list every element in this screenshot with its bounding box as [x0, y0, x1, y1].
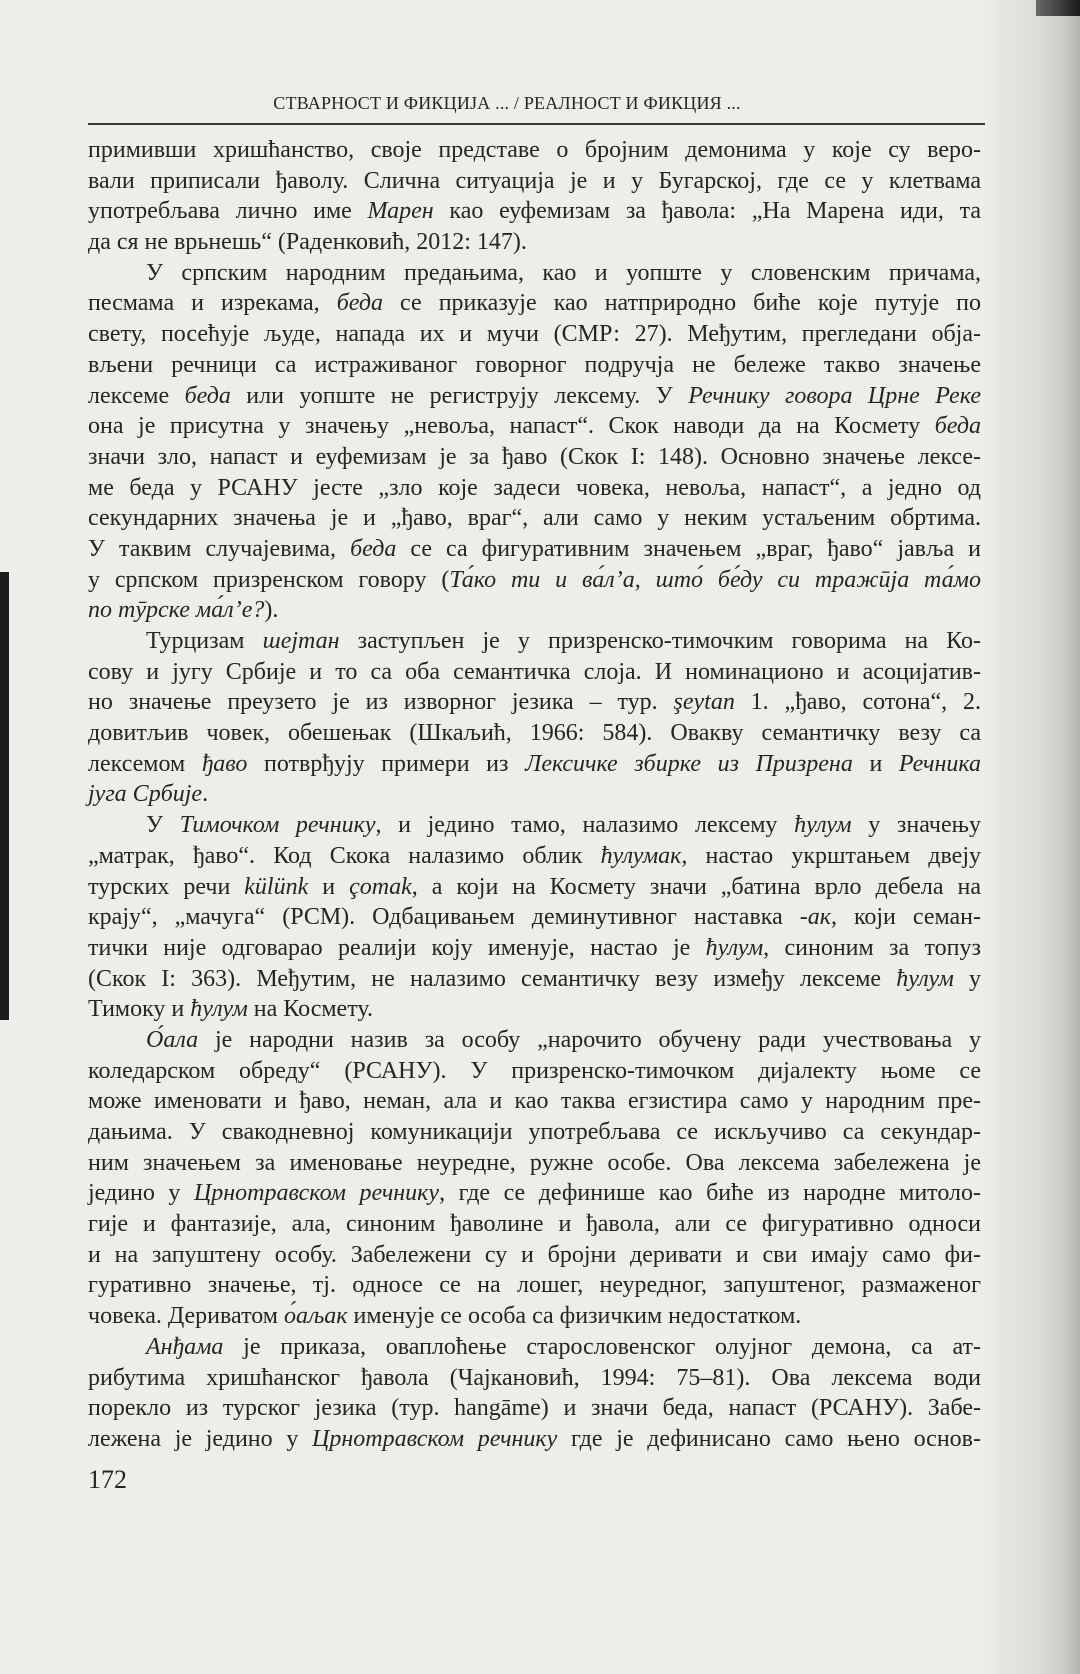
text-line [88, 933, 981, 964]
body-text [88, 135, 981, 1455]
text-line [88, 595, 981, 626]
paragraph [88, 258, 981, 626]
text-line [88, 872, 981, 903]
italic-run: по тӯрске ма́л’е? [88, 597, 265, 624]
text-run: , и једино тамо, налазимо лексему [375, 812, 795, 839]
text-line [88, 381, 981, 412]
text-line [88, 565, 981, 596]
text-run: У таквим случајевима, [88, 535, 351, 562]
page-number: 172 [88, 1465, 127, 1494]
text-run: порекло из турског језика (тур. hangāme) и значи беда, напаст (РСАНУ). Забе- [88, 1395, 981, 1422]
text-line [88, 166, 981, 197]
paragraph [88, 135, 981, 258]
text-line [88, 1086, 981, 1117]
text-run: потврђују примери из [247, 750, 526, 777]
italic-run: ћулум [794, 812, 852, 839]
text-run: тички није одговарао реалији коју именује, настао је [88, 934, 706, 961]
text-run: „матрак, ђаво“. Код Скока налазимо облик [88, 842, 601, 869]
text-run: примивши хришћанство, своје представе о бројним демонима у које су веро- [88, 137, 981, 163]
italic-run: çomak [349, 873, 412, 900]
paragraph [88, 810, 981, 1025]
paragraph [88, 1332, 981, 1455]
text-line [88, 288, 981, 319]
text-line [88, 779, 981, 810]
text-run: је приказа, оваплоћење старословенског олујног демона, са ат- [223, 1333, 981, 1360]
text-line [88, 442, 981, 473]
text-run: У [146, 812, 180, 839]
italic-run: Речнику говора Црне Реке [688, 382, 981, 409]
text-run: турских речи [88, 873, 245, 900]
text-line [88, 749, 981, 780]
text-line [88, 1240, 981, 1271]
paragraph [88, 1025, 981, 1332]
text-run: сову и југу Србије и то са оба семантичка слоја. И номинационо и асоцијатив- [88, 658, 981, 685]
text-line [88, 1363, 981, 1394]
text-line [88, 626, 981, 657]
italic-run: Та́ко ти и ва́л’а, што́ бе́ду си тражӣја та́мо [449, 566, 981, 593]
text-run: секундарних значења је и „ђаво, враг“, али само у неким устаљеним обртима. [88, 505, 981, 532]
text-run: где је дефинисано само њено основ- [557, 1425, 981, 1452]
italic-run: Црнотравском речнику [193, 1180, 440, 1207]
text-run: вљени речници са истраживаног говорног подручја не бележе такво значење [88, 351, 981, 378]
text-line [88, 319, 981, 350]
text-run: именује се особа са физичким недостатком. [347, 1303, 802, 1330]
text-run: и на запуштену особу. Забележени су и бројни деривати и сви имају само фи- [88, 1241, 981, 1268]
text-line [88, 841, 981, 872]
italic-run: Црнотравском речнику [312, 1425, 558, 1452]
italic-run: беда [336, 290, 383, 317]
text-run: у значењу [851, 812, 981, 839]
text-line [88, 657, 981, 688]
text-line [88, 1025, 981, 1056]
italic-run: ћулум [190, 996, 248, 1023]
text-line [88, 411, 981, 442]
text-line [88, 135, 981, 166]
text-run: У српским народним предањима, као и уопште у словенским причама, [146, 259, 981, 286]
text-line [88, 994, 981, 1025]
text-run: Турцизам [146, 628, 263, 654]
italic-run: Марен [367, 198, 434, 225]
italic-run: ђаво [201, 750, 248, 777]
italic-run: шејтан [262, 628, 340, 654]
text-run: (Скок I: 363). Међутим, не налазимо семантичку везу између лексеме [88, 965, 897, 992]
text-line [88, 258, 981, 289]
italic-run: ћулум [705, 934, 764, 961]
text-run: да ся не врьнешь“ (Раденковић, 2012: 147). [88, 229, 527, 256]
running-head: СТВАРНОСТ И ФИКЦИЈА ... / РЕАЛНОСТ И ФИКЦИЯ ... [273, 93, 741, 113]
text-run: свету, посећује људе, напада их и мучи (СМР: 27). Међутим, прегледани обја- [88, 321, 981, 348]
text-line [88, 1424, 981, 1455]
thumb-index-tab [0, 572, 9, 1020]
header-rule [88, 123, 985, 125]
text-run: лексеме [88, 382, 185, 409]
text-run: Тимоку и [88, 996, 191, 1023]
text-line [88, 227, 981, 258]
text-run: , настао укрштањем двеју [681, 842, 981, 869]
italic-run: ћулум [896, 965, 954, 992]
text-run: коледарском обреду“ (РСАНУ). У призренско-тимочком дијалекту њоме се [88, 1057, 981, 1084]
text-line [88, 1332, 981, 1363]
text-run: 1. „ђаво, сотона“, 2. [734, 689, 982, 716]
text-line [88, 1301, 981, 1332]
italic-run: Анђама [146, 1333, 224, 1360]
text-run: употребљава лично име [88, 198, 368, 225]
text-line [88, 473, 981, 504]
text-line [88, 1148, 981, 1179]
page-edge-shadow [986, 0, 1080, 1674]
paragraph [88, 626, 981, 810]
text-line [88, 687, 981, 718]
text-run: рибутима хришћанског ђавола (Чајкановић, 1994: 75–81). Ова лексема води [88, 1364, 981, 1391]
text-run: , који семан- [830, 904, 981, 931]
italic-run: Лексичке збирке из Призрена [525, 750, 853, 777]
text-run: ме беда у РСАНУ јесте „зло које задеси човека, невоља, напаст“, а једно од [88, 474, 981, 501]
text-run: ним значењем за именовање неуредне, ружне особе. Ова лексема забележена је [88, 1149, 981, 1176]
italic-run: Тимочком речнику [179, 812, 376, 839]
text-run: као еуфемизам за ђавола: „На Марена иди, та [433, 198, 982, 225]
text-line [88, 1056, 981, 1087]
text-run: у српском призренском говору ( [88, 566, 450, 593]
text-run: у [953, 965, 982, 992]
italic-run: -ак [799, 904, 831, 931]
text-run: , где се дефинише као биће из народне митоло- [439, 1180, 982, 1207]
italic-run: беда [184, 382, 231, 409]
text-run: но значење преузето је из изворног језика – тур. [88, 689, 674, 716]
text-run: гуративно значење, тј. односе се на лошег, неуредног, запуштеног, размаженог [88, 1272, 981, 1299]
text-run: довитљив човек, обешењак (Шкаљић, 1966: 584). Овакву семантичку везу са [88, 720, 981, 747]
text-run: човека. Дериватом [88, 1303, 284, 1330]
text-line [88, 1393, 981, 1424]
text-run: и [308, 873, 350, 900]
text-run: заступљен је у призренско-тимочким говорима на Ко- [339, 628, 981, 654]
text-run: на Космету. [247, 996, 373, 1023]
scan-corner-shadow [1036, 0, 1080, 16]
text-run: вали приписали ђаволу. Слична ситуација је и у Бугарској, где се у клетвама [88, 167, 981, 194]
text-run: лексемом [88, 750, 202, 777]
text-run: може именовати и ђаво, неман, ала и као таква егзистира само у народним пре- [88, 1088, 981, 1115]
italic-run: О́ала [146, 1026, 199, 1053]
italic-run: беда [350, 535, 397, 562]
text-run: , синоним за топуз [763, 934, 982, 961]
text-run: гије и фантазије, ала, синоним ђаволине и ђавола, али се фигуративно односи [88, 1211, 981, 1238]
text-run: и [852, 750, 899, 777]
text-line [88, 1117, 981, 1148]
text-run: се са фигуративним значењем „враг, ђаво“ јавља и [396, 535, 981, 562]
text-line [88, 503, 981, 534]
text-run: је народни назив за особу „нарочито обучену ради учествовања у [198, 1026, 981, 1053]
text-run: она је присутна у значењу „невоља, напаст“. Скок наводи да на Космету [88, 413, 935, 440]
italic-run: ћулумак [600, 842, 682, 869]
text-run: ). [264, 597, 279, 624]
text-line [88, 350, 981, 381]
text-line [88, 810, 981, 841]
text-run: . [202, 781, 209, 808]
text-line [88, 1178, 981, 1209]
text-line [88, 964, 981, 995]
text-line [88, 534, 981, 565]
italic-run: Речника [898, 750, 982, 777]
text-run: или уопште не региструју лексему. У [230, 382, 689, 409]
italic-run: о́аљак [283, 1303, 348, 1330]
text-line [88, 902, 981, 933]
text-run: значи зло, напаст и еуфемизам је за ђаво (Скок I: 148). Основно значење лексе- [88, 443, 981, 470]
text-run: једино у [88, 1180, 194, 1207]
text-run: дањима. У свакодневној комуникацији употребљава се искључиво са секундар- [88, 1119, 981, 1145]
text-run: се приказује као натприродно биће које путује по [382, 290, 981, 317]
italic-run: şeytan [673, 689, 735, 716]
text-run: , а који на Космету значи „батина врло дебела на [411, 873, 982, 900]
text-line [88, 196, 981, 227]
text-line [88, 1270, 981, 1301]
italic-run: југа Србије [88, 781, 203, 808]
text-run: крају“, „мачуга“ (РСМ). Одбацивањем деминутивног наставка [88, 904, 800, 931]
italic-run: беда [934, 413, 981, 440]
text-line [88, 1209, 981, 1240]
text-line [88, 718, 981, 749]
text-run: песмама и изрекама, [88, 290, 337, 317]
text-run: лежена је једино у [88, 1425, 313, 1452]
italic-run: külünk [244, 873, 309, 900]
